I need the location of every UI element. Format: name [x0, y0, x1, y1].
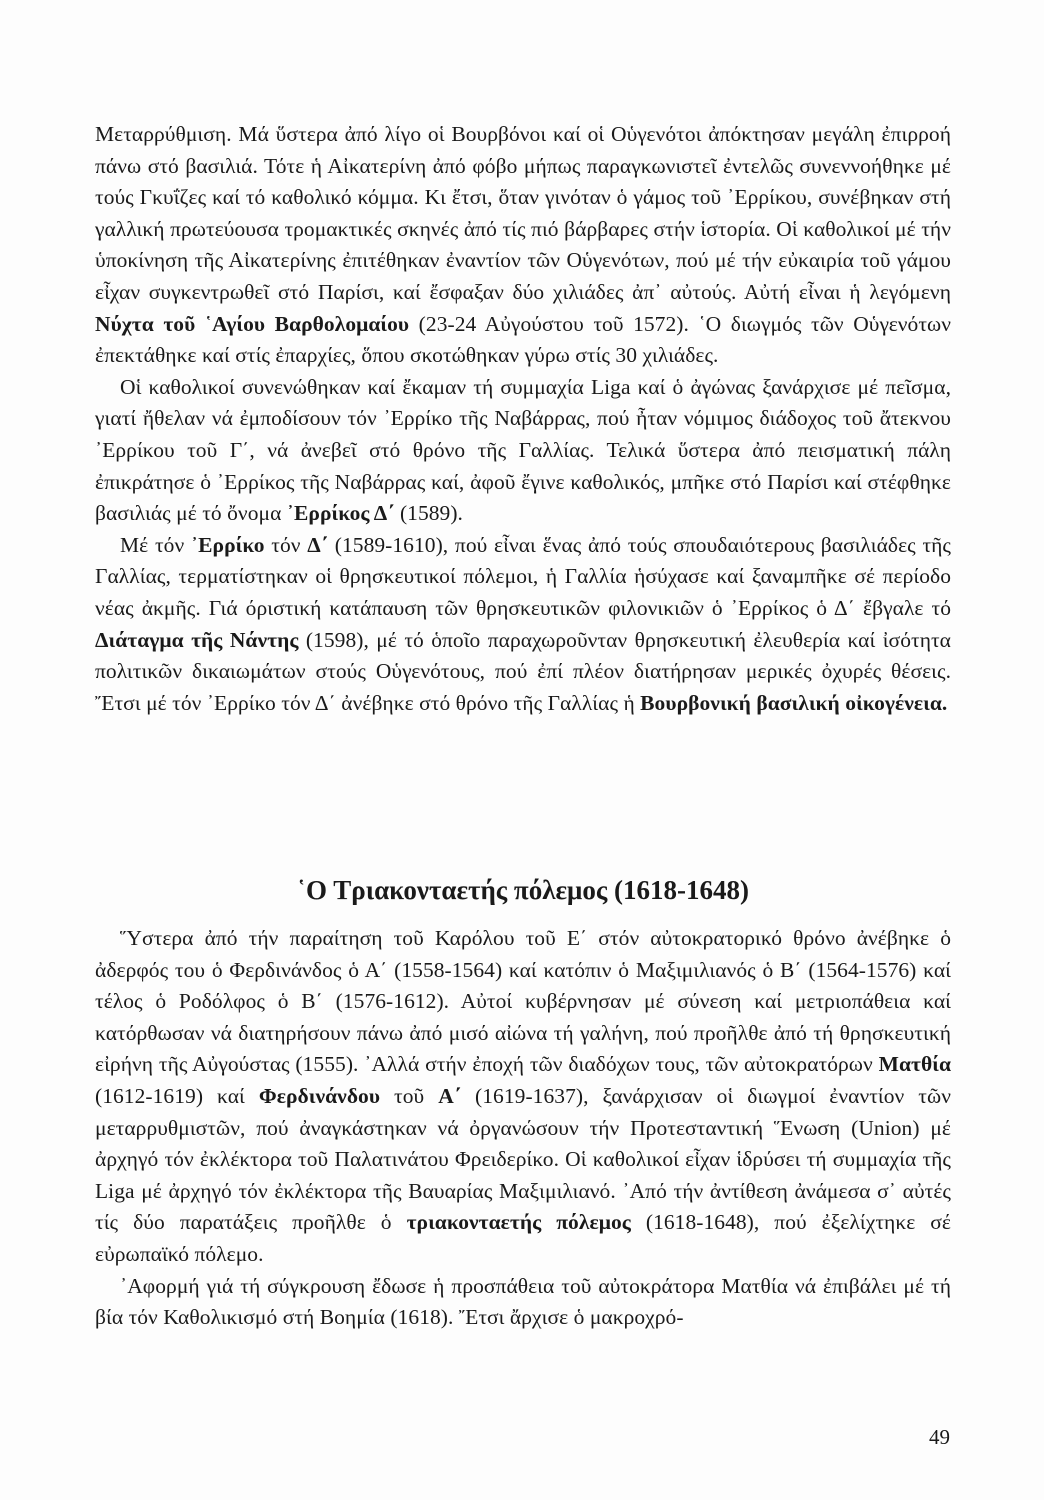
paragraph	[95, 1271, 951, 1334]
bold-term: Διάταγμα τῆς Νάντης	[95, 627, 299, 652]
paragraph	[95, 372, 951, 530]
text-run: τόν	[264, 532, 308, 557]
text-run: Ὕστερα ἀπό τήν παραίτηση τοῦ Καρόλου τοῦ Ε΄ στόν αὐτοκρατορικό θρόνο ἀνέβηκε ὁ ἀδερφός του ὁ Φερδινάνδος ὁ Α΄ (1558-1564) καί κατόπιν ὁ Μαξιμιλιανός ὁ Β΄ (1564-1576) καί τέλος ὁ Ροδόλφος ὁ Β΄ (1576-1612). Αὐτοί κυβέρνησαν μέ σύνεση καί μετριοπάθεια καί κατόρθωσαν νά διατηρήσουν πάνω ἀπό μισό αἰώνα τή γαλήνη, πού προῆλθε ἀπό τή θρησκευτική εἰρήνη τῆς Αὐγούστας (1555). ᾿Αλλά στήν ἐποχή τῶν διαδόχων τους, τῶν αὐτοκρατόρων	[95, 926, 951, 1077]
text-run: Μέ τόν	[120, 532, 191, 557]
text-run: τοῦ	[380, 1083, 439, 1108]
bold-term: Νύχτα τοῦ ῾Αγίου Βαρθολομαίου	[95, 311, 410, 336]
bold-term: τριακονταετής πόλεμος	[406, 1210, 631, 1235]
paragraph	[95, 119, 951, 372]
bold-term: Ματθία	[878, 1052, 951, 1077]
text-run: Μεταρρύθμιση. Μά ὕστερα ἀπό λίγο οἱ Βουρβόνοι καί οἱ Οὑγενότοι ἀπόκτησαν μεγάλη ἐπιρροή πάνω στό βασιλιά. Τότε ἡ Αἰκατερίνη ἀπό φόβο μήπως παραγκωνιστεῖ ἐντελῶς συνεννοήθηκε μέ τούς Γκυΐζες καί τό καθολικό κόμμα. Κι ἔτσι, ὅταν γινόταν ὁ γάμος τοῦ ᾿Ερρίκου, συνέβηκαν στή γαλλική πρωτεύουσα τρομακτικές σκηνές ἀπό τίς πιό βάρβαρες στήν ἱστορία. Οἱ καθολικοί μέ τήν ὑποκίνηση τῆς Αἰκατερίνης ἐπιτέθηκαν ἐναντίον τῶν Οὑγενότων, πού μέ τήν εὐκαιρία τοῦ γάμου εἶχαν συγκεντρωθεῖ στό Παρίσι, καί ἔσφαξαν δύο χιλιάδες ἀπ᾿ αὐτούς. Αὐτή εἶναι ἡ λεγόμενη	[95, 122, 951, 304]
bold-term: Βουρβονική βασιλική οἰκογένεια.	[640, 690, 948, 715]
bold-term: Δ΄	[307, 532, 329, 557]
text-run: (23-24 Αὐγούστου τοῦ 1572). ῾Ο διωγμός τῶν Οὑγενότων ἐπεκτάθηκε καί στίς ἐπαρχίες, ὅπου σκοτώθηκαν γύρω στίς 30 χιλιάδες.	[95, 311, 952, 368]
bold-term: Α΄	[438, 1083, 462, 1108]
text-run: (1589-1610), πού εἶναι ἕνας ἀπό τούς σπουδαιότερους βασιλιάδες τῆς Γαλλίας, τερματίστηκαν οἱ θρησκευτικοί πόλεμοι, ἡ Γαλλία ἡσύχασε καί ξαναμπῆκε σέ περίοδο νέας ἀκμῆς. Γιά όριστική κατάπαυση τῶν θρησκευτικῶν φιλονικιῶν ὁ ᾿Ερρίκος ὁ Δ΄ ἔβγαλε τό	[95, 532, 951, 620]
bold-term: ᾿Ερρίκος Δ΄	[286, 501, 395, 526]
section-heading: ῾Ο Τριακονταετής πόλεμος (1618-1648)	[297, 875, 749, 905]
bold-term: ᾿Ερρίκο	[190, 532, 265, 557]
text-run: (1589).	[394, 501, 463, 526]
text-run: (1618-1648), πού ἐξελίχτηκε σέ εὐρωπαϊκό πόλεμο.	[95, 1210, 951, 1266]
text-run: ᾿Αφορμή γιά τή σύγκρουση ἔδωσε ἡ προσπάθεια τοῦ αὐτοκράτορα Ματθία νά ἐπιβάλει μέ τή βία τόν Καθολικισμό στή Βοημία (1618). Ἔτσι ἄρχισε ὁ μακροχρό-	[95, 1273, 951, 1330]
text-run: (1619-1637), ξανάρχισαν οἱ διωγμοί ἐναντίον τῶν μεταρρυθμιστῶν, πού ἀναγκάστηκαν νά ὀργανώσουν τήν Προτεσταντική Ἕνωση (Union) μέ ἀρχηγό τόν ἐκλέκτορα τοῦ Παλατινάτου Φρειδερίκο. Οἱ καθολικοί εἶχαν ἱδρύσει τή συμμαχία τῆς Liga μέ ἀρχηγό τόν ἐκλέκτορα τῆς Βαυαρίας Μαξιμιλιανό. ᾿Από τήν ἀντίθεση ἀνάμεσα σ᾿ αὐτές τίς δύο παρατάξεις προῆλθε ὁ	[95, 1083, 951, 1235]
intro-text-block	[95, 119, 951, 719]
bold-term: Φερδινάνδου	[258, 1083, 381, 1108]
text-run: Οἱ καθολικοί συνενώθηκαν καί ἔκαμαν τή συμμαχία Liga καί ὁ ἀγώνας ξανάρχισε μέ πεῖσμα, γιατί ἤθελαν νά ἐμποδίσουν τόν ᾿Ερρίκο τῆς Ναβάρρας, πού ἦταν νόμιμος διάδοχος τοῦ ἄτεκνου ᾿Ερρίκου τοῦ Γ΄, νά ἀνεβεῖ στό θρόνο τῆς Γαλλίας. Τελικά ὕστερα ἀπό πεισματική πάλη ἐπικράτησε ὁ ᾿Ερρίκος τῆς Ναβάρρας καί, ἀφοῦ ἔγινε καθολικός, μπῆκε στό Παρίσι καί στέφθηκε βασιλιάς μέ τό ὄνομα	[95, 374, 951, 526]
text-run: (1612-1619) καί	[95, 1083, 259, 1108]
paragraph	[95, 530, 951, 720]
paragraph	[95, 923, 951, 1271]
section-text-block	[95, 923, 951, 1334]
page-number: 49	[929, 1425, 950, 1449]
text-run: (1598), μέ τό ὁποῖο παραχωροῦνταν θρησκευτική ἐλευθερία καί ἰσότητα πολιτικῶν δικαιωμάτων στούς Οὑγενότους, πού ἐπί πλέον διατήρησαν μερικές ὀχυρές θέσεις. Ἔτσι μέ τόν ᾿Ερρίκο τόν Δ΄ ἀνέβηκε στό θρόνο τῆς Γαλλίας ἡ	[95, 627, 951, 715]
